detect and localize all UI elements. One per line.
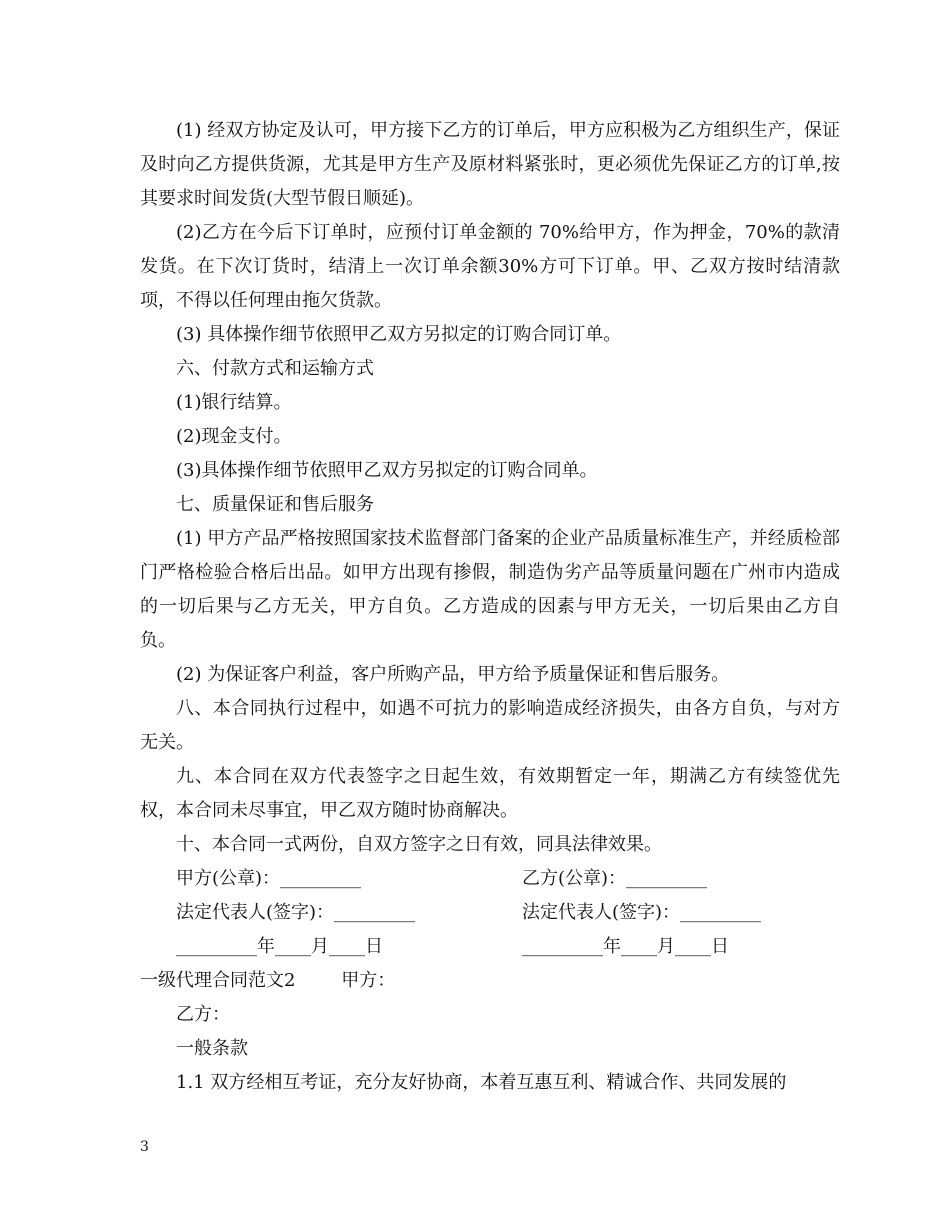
paragraph: 十、本合同一式两份，自双方签字之日有效，同具法律效果。 xyxy=(176,834,662,855)
party-b-date-line: _________年____月____日 xyxy=(522,936,729,957)
second-contract-heading: 一级代理合同范文2 甲方： xyxy=(140,970,396,991)
paragraph: (3) 具体操作细节依照甲乙双方另拟定的订购合同订单。 xyxy=(176,324,622,345)
signature-row-seal xyxy=(140,862,840,896)
party-b-representative-line: 法定代表人(签字)：_________ xyxy=(522,902,762,923)
signature-row-date xyxy=(140,930,840,964)
party-b-seal-line: 乙方(公章)：_________ xyxy=(522,868,708,889)
second-contract-party-b: 乙方： xyxy=(176,1004,230,1025)
paragraph: 八、本合同执行过程中，如遇不可抗力的影响造成经济损失，由各方自负，与对方无关。 xyxy=(140,698,840,753)
clause-1-1: 1.1 双方经相互考证，充分友好协商，本着互惠互利、精诚合作、共同发展的 xyxy=(176,1072,787,1093)
page-number: 3 xyxy=(140,1139,149,1155)
document-body xyxy=(140,114,840,1100)
paragraph: (3)具体操作细节依照甲乙双方另拟定的订购合同单。 xyxy=(176,460,598,481)
paragraph: (1)银行结算。 xyxy=(176,392,292,413)
general-terms-heading: 一般条款 xyxy=(176,1038,248,1059)
signature-row-representative xyxy=(140,896,840,930)
paragraph: (2) 为保证客户利益，客户所购产品，甲方给予质量保证和售后服务。 xyxy=(176,664,730,685)
party-a-representative-line: 法定代表人(签字)：_________ xyxy=(176,902,416,923)
paragraph: (2)乙方在今后下订单时，应预付订单金额的 70%给甲方，作为押金，70%的款清发货。在下次订货时，结清上一次订单余额30%方可下订单。甲、乙双方按时结清款项，不得以任何理由拖欠货款。 xyxy=(140,222,840,311)
party-a-seal-line: 甲方(公章)：_________ xyxy=(176,868,362,889)
paragraph: (1) 甲方产品严格按照国家技术监督部门备案的企业产品质量标准生产，并经质检部门严格检验合格后出品。如甲方出现有掺假，制造伪劣产品等质量问题在广州市内造成的一切后果与乙方无关，甲方自负。乙方造成的因素与甲方无关，一切后果由乙方自负。 xyxy=(140,528,840,651)
paragraph: (1) 经双方协定及认可，甲方接下乙方的订单后，甲方应积极为乙方组织生产，保证及时向乙方提供货源，尤其是甲方生产及原材料紧张时，更必须优先保证乙方的订单,按其要求时间发货(大型节假日顺延)。 xyxy=(140,120,840,209)
paragraph: (2)现金支付。 xyxy=(176,426,292,447)
party-a-date-line: _________年____月____日 xyxy=(176,936,383,957)
section-heading: 六、付款方式和运输方式 xyxy=(176,358,374,379)
section-heading: 七、质量保证和售后服务 xyxy=(176,494,374,515)
paragraph: 九、本合同在双方代表签字之日起生效，有效期暂定一年，期满乙方有续签优先权，本合同未尽事宜，甲乙双方随时协商解决。 xyxy=(140,766,840,821)
